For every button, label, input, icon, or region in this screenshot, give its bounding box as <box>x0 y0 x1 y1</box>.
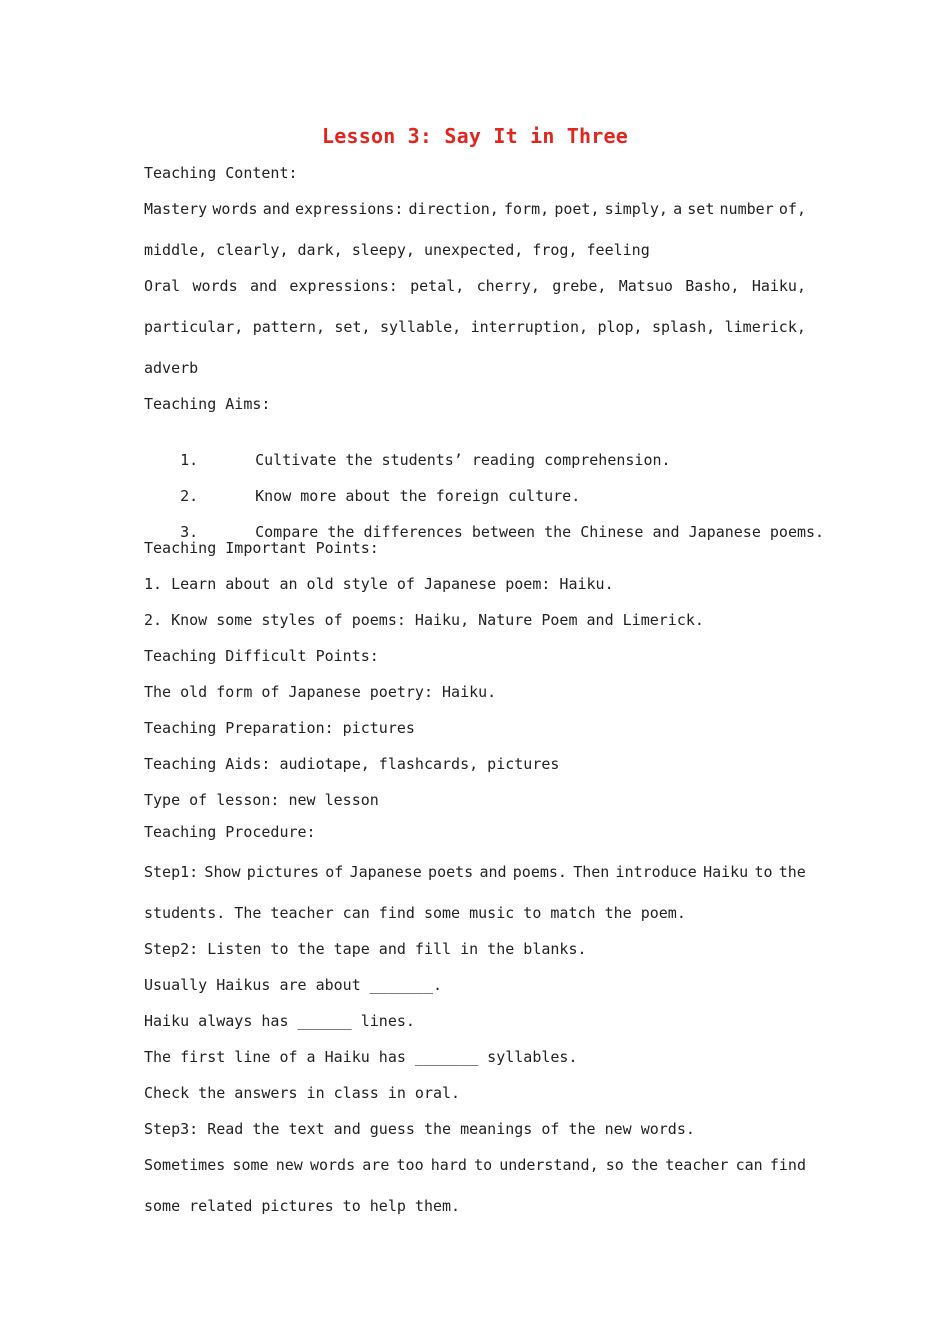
word: introduce <box>615 863 697 881</box>
oral-words-line-3: adverb <box>144 359 199 377</box>
word: to <box>754 863 773 881</box>
word: Sometimes <box>144 1156 226 1174</box>
word: splash, <box>652 318 716 336</box>
word: understand, <box>499 1156 599 1174</box>
oral-words-line-1 <box>144 276 806 296</box>
word: of <box>325 863 344 881</box>
word: and <box>479 863 507 881</box>
word: words <box>309 1156 356 1174</box>
word: poets <box>428 863 474 881</box>
important-points-heading: Teaching Important Points: <box>144 539 379 557</box>
word: Haiku, <box>751 277 806 295</box>
word: pattern, <box>252 318 325 336</box>
aim-text: Compare the differences between the Chinese and Japanese poems. <box>255 523 825 541</box>
word: pictures <box>246 863 320 881</box>
aim-number: 1. <box>180 451 199 469</box>
word: Haiku <box>703 863 749 881</box>
difficult-point-text: The old form of Japanese poetry: Haiku. <box>144 683 497 701</box>
word: the <box>631 1156 659 1174</box>
word: interruption, <box>470 318 589 336</box>
oral-words-line-2 <box>144 317 806 337</box>
word: to <box>474 1156 493 1174</box>
difficult-points-heading: Teaching Difficult Points: <box>144 647 379 665</box>
word: a <box>673 200 683 218</box>
word: Oral <box>144 277 181 295</box>
important-point-item: 1. Learn about an old style of Japanese poem: Haiku. <box>144 575 614 593</box>
word: form, <box>504 200 550 218</box>
word: Basho, <box>685 277 740 295</box>
word: syllable, <box>379 318 462 336</box>
word: Mastery <box>144 200 208 218</box>
word: find <box>769 1156 806 1174</box>
lesson-type: Type of lesson: new lesson <box>144 791 379 809</box>
word: expressions: <box>294 200 404 218</box>
fill-blank-1: Usually Haikus are about _______. <box>144 976 443 994</box>
fill-blank-2: Haiku always has ______ lines. <box>144 1012 415 1030</box>
step1-line-1 <box>144 862 806 882</box>
word: direction, <box>408 200 499 218</box>
word: too <box>396 1156 424 1174</box>
word: and <box>262 200 290 218</box>
important-point-item: 2. Know some styles of poems: Haiku, Nature Poem and Limerick. <box>144 611 704 629</box>
aim-text: Know more about the foreign culture. <box>255 487 581 505</box>
step3-detail-line-2: some related pictures to help them. <box>144 1197 461 1215</box>
word: some <box>232 1156 269 1174</box>
aim-number: 2. <box>180 487 199 505</box>
teaching-preparation: Teaching Preparation: pictures <box>144 719 415 737</box>
word: set <box>687 200 715 218</box>
word: and <box>249 277 278 295</box>
word: number <box>719 200 774 218</box>
word: particular, <box>144 318 244 336</box>
teaching-aims-heading: Teaching Aims: <box>144 395 271 413</box>
teaching-aids: Teaching Aids: audiotape, flashcards, pictures <box>144 755 560 773</box>
word: are <box>362 1156 390 1174</box>
word: new <box>275 1156 303 1174</box>
word: hard <box>430 1156 467 1174</box>
word: words <box>192 277 238 295</box>
word: words <box>212 200 258 218</box>
word: of, <box>778 200 806 218</box>
word: limerick, <box>724 318 806 336</box>
word: Then <box>573 863 610 881</box>
word: the <box>778 863 806 881</box>
step3-text: Step3: Read the text and guess the meanings of the new words. <box>144 1120 695 1138</box>
teaching-content-heading: Teaching Content: <box>144 164 298 182</box>
step3-detail-line-1 <box>144 1155 806 1175</box>
word: set, <box>334 318 371 336</box>
word: Step1: <box>144 863 199 881</box>
word: petal, <box>410 277 465 295</box>
word: simply, <box>604 200 668 218</box>
word: so <box>605 1156 624 1174</box>
word: Show <box>204 863 241 881</box>
step2-text: Step2: Listen to the tape and fill in the blanks. <box>144 940 587 958</box>
step1-line-2: students. The teacher can find some music to match the poem. <box>144 904 686 922</box>
word: poems. <box>512 863 567 881</box>
aim-number: 3. <box>180 523 199 541</box>
fill-blank-3: The first line of a Haiku has _______ syllables. <box>144 1048 578 1066</box>
procedure-heading: Teaching Procedure: <box>144 823 316 841</box>
word: cherry, <box>476 277 540 295</box>
word: teacher <box>665 1156 729 1174</box>
word: poet, <box>554 200 600 218</box>
mastery-words-line-1 <box>144 199 806 219</box>
word: Japanese <box>349 863 422 881</box>
word: plop, <box>597 318 643 336</box>
word: expressions: <box>289 277 398 295</box>
lesson-title: Lesson 3: Say It in Three <box>321 124 629 148</box>
aim-text: Cultivate the students’ reading comprehension. <box>255 451 671 469</box>
mastery-words-line-2: middle, clearly, dark, sleepy, unexpected, frog, feeling <box>144 241 650 259</box>
word: Matsuo <box>618 277 673 295</box>
word: can <box>735 1156 763 1174</box>
word: grebe, <box>552 277 607 295</box>
check-answers: Check the answers in class in oral. <box>144 1084 461 1102</box>
